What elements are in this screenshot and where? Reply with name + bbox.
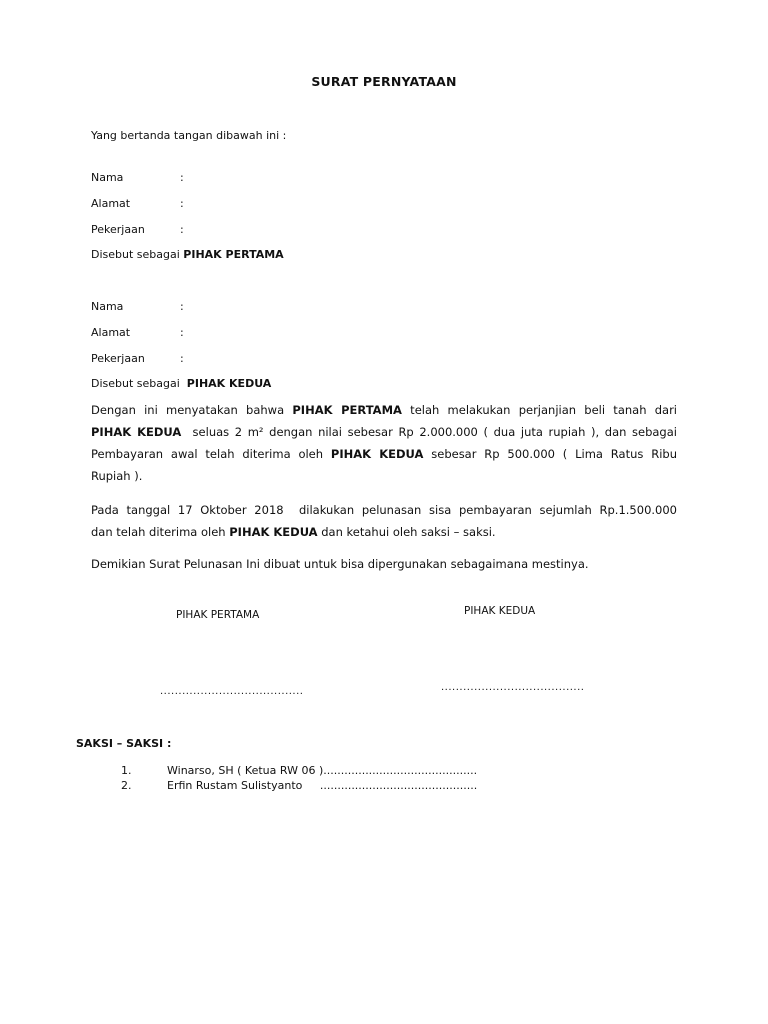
party2-name-colon: : xyxy=(180,300,184,313)
intro-text: Yang bertanda tangan dibawah ini : xyxy=(91,129,287,142)
statement-paragraph xyxy=(91,399,677,487)
witness-2-name: Erfin Rustam Sulistyanto ............................................. xyxy=(167,779,478,792)
party2-designation-name: PIHAK KEDUA xyxy=(186,377,272,390)
party1-name-colon: : xyxy=(180,171,184,184)
statement-text: Pembayaran awal telah diterima oleh xyxy=(91,447,331,461)
signature-right-label: PIHAK KEDUA xyxy=(464,605,536,617)
party2-address-colon: : xyxy=(180,326,184,339)
party1-designation-prefix: Disebut sebagai xyxy=(91,248,184,261)
witness-1-number: 1. xyxy=(121,764,132,777)
witnesses-heading: SAKSI – SAKSI : xyxy=(76,737,172,750)
settlement-text: dan telah diterima oleh xyxy=(91,525,230,539)
settlement-text: dan ketahui oleh saksi – saksi. xyxy=(317,525,496,539)
party2-job-label: Pekerjaan xyxy=(91,352,145,365)
closing-paragraph xyxy=(91,553,677,575)
witness-1-name: Winarso, SH ( Ketua RW 06 )............................................ xyxy=(167,764,478,777)
witness-2-number: 2. xyxy=(121,779,132,792)
settlement-line-1: Pada tanggal 17 Oktober 2018 dilakukan pelunasan sisa pembayaran sejumlah Rp.1.500.000 xyxy=(91,503,677,517)
statement-line-4: Rupiah ). xyxy=(91,469,143,483)
closing-line: Demikian Surat Pelunasan Ini dibuat untuk bisa dipergunakan sebagaimana mestinya. xyxy=(91,557,589,571)
party1-name-label: Nama xyxy=(91,171,124,184)
party2-name-label: Nama xyxy=(91,300,124,313)
signature-left-line: ....................................... xyxy=(160,686,304,697)
statement-text: Dengan ini menyatakan bahwa xyxy=(91,403,293,417)
signature-left-label: PIHAK PERTAMA xyxy=(176,609,260,621)
settlement-party2: PIHAK KEDUA xyxy=(229,525,318,539)
statement-line-3 xyxy=(91,443,677,465)
party2-designation xyxy=(91,377,271,390)
settlement-paragraph xyxy=(91,499,677,543)
party2-job-colon: : xyxy=(180,352,184,365)
statement-text: sebesar Rp 500.000 ( Lima Ratus Ribu xyxy=(423,447,677,461)
party1-address-colon: : xyxy=(180,197,184,210)
party1-designation xyxy=(91,248,284,261)
party1-designation-name: PIHAK PERTAMA xyxy=(183,248,284,261)
party1-address-label: Alamat xyxy=(91,197,131,210)
settlement-line-2 xyxy=(91,521,677,543)
party1-job-colon: : xyxy=(180,223,184,236)
statement-party2: PIHAK KEDUA xyxy=(330,447,424,461)
party1-job-label: Pekerjaan xyxy=(91,223,145,236)
statement-party2: PIHAK KEDUA xyxy=(91,425,182,439)
party2-designation-prefix: Disebut sebagai xyxy=(91,377,187,390)
statement-line-1 xyxy=(91,399,677,421)
statement-text: telah melakukan perjanjian beli tanah dari xyxy=(401,403,678,417)
statement-line-2 xyxy=(91,421,677,443)
party2-address-label: Alamat xyxy=(91,326,131,339)
statement-party1: PIHAK PERTAMA xyxy=(292,403,402,417)
statement-text: seluas 2 m² dengan nilai sebesar Rp 2.000.000 ( dua juta rupiah ), dan sebagai xyxy=(181,425,677,439)
document-title: SURAT PERNYATAAN xyxy=(311,74,457,89)
signature-right-line: ....................................... xyxy=(441,682,585,693)
